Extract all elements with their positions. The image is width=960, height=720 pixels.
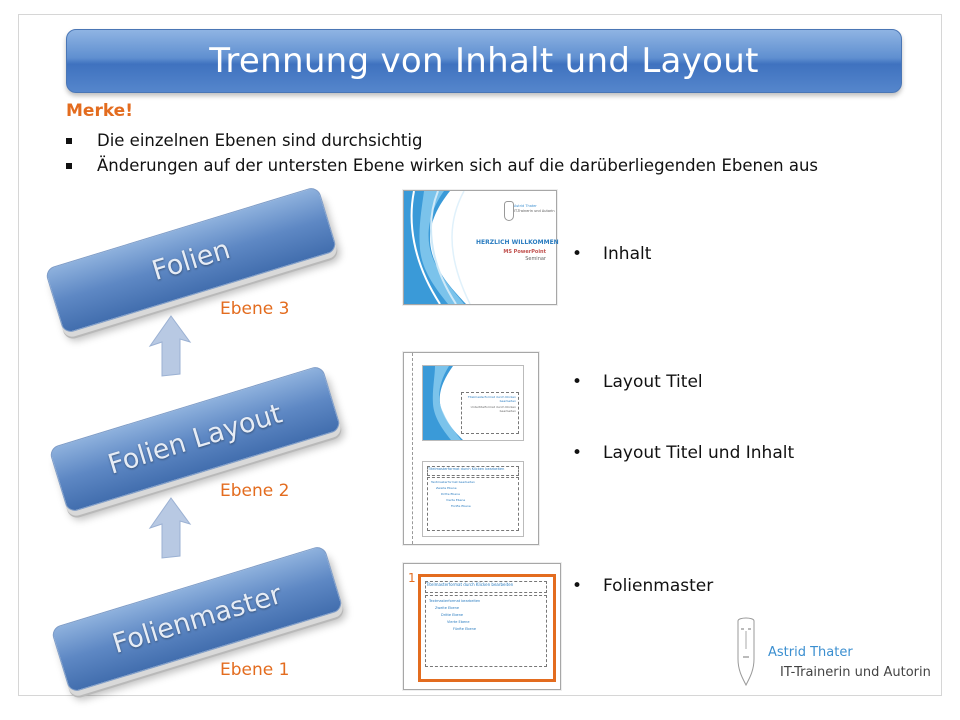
slide-title-bar [66, 29, 902, 93]
layout-title-thumbnail [422, 365, 524, 441]
bullet-dot-icon: • [572, 443, 583, 463]
note-text: Änderungen auf der untersten Ebene wirken sich auf die darüberliegenden Ebenen aus [97, 156, 819, 175]
bullet-label: Layout Titel [603, 372, 703, 392]
level-text: Textmasterformat bearbeiten [429, 599, 481, 603]
mask-logo-icon [733, 615, 759, 687]
ebene-label: Ebene 3 [220, 299, 290, 319]
logo-name: Astrid Thater [514, 204, 537, 208]
level-text: Vierte Ebene [447, 620, 470, 624]
title-placeholder: Titelmasterformat durch Klicken bearbeiten [425, 581, 547, 593]
author-role: IT-Trainerin und Autorin [780, 665, 931, 680]
layer-label: Folien [148, 233, 234, 287]
bullet-label: Folienmaster [603, 576, 714, 596]
master-slide-thumbnail [403, 563, 561, 690]
ebene-label: Ebene 1 [220, 660, 290, 680]
content-slide-thumbnail [403, 190, 557, 305]
content-placeholder [427, 477, 519, 531]
level-text: Dritte Ebene [441, 492, 460, 496]
level-text: Vierte Ebene [446, 498, 466, 502]
slide-title: Trennung von Inhalt und Layout [209, 41, 759, 81]
thumb-title: HERZLICH WILLKOMMEN [476, 239, 559, 246]
logo-icon [504, 201, 514, 221]
level-text: Dritte Ebene [441, 613, 464, 617]
square-bullet-icon [66, 163, 72, 169]
merke-label: Merke! [66, 101, 133, 121]
level-text: Textmasterformat bearbeiten [431, 480, 475, 484]
placeholder-sub: Untertitelformat durch Klicken bearbeiten [470, 405, 516, 413]
layer-label: Folienmaster [108, 578, 286, 660]
bullet-dot-icon: • [572, 244, 583, 264]
placeholder-text: Titelmasterformat durch Klicken bearbeiten [467, 395, 516, 403]
note-text: Die einzelnen Ebenen sind durchsichtig [97, 131, 423, 150]
layout-content-thumbnail [422, 461, 524, 537]
square-bullet-icon [66, 138, 72, 144]
bullet-label: Inhalt [603, 244, 652, 264]
level-text: Fünfte Ebene [453, 627, 477, 631]
author-name: Astrid Thater [768, 645, 853, 660]
thumb-subtitle: MS PowerPoint [503, 249, 546, 255]
title-placeholder [461, 392, 519, 434]
up-arrow-icon [146, 312, 196, 378]
layer-label: Folien Layout [104, 397, 286, 481]
ebene-label: Ebene 2 [220, 481, 290, 501]
connector-line [412, 353, 414, 544]
selected-master-frame[interactable] [418, 574, 556, 682]
bullet-dot-icon: • [572, 372, 583, 392]
bullet-label: Layout Titel und Inhalt [603, 443, 795, 463]
level-text: Fünfte Ebene [451, 504, 471, 508]
logo-role: IT-Trainerin und Autorin [514, 209, 555, 213]
level-text: Zweite Ebene [435, 606, 459, 610]
level-text: Zweite Ebene [436, 486, 457, 490]
slide-number: 1 [408, 571, 416, 585]
content-placeholder [425, 595, 547, 667]
thumb-subtitle2: Seminar [525, 256, 546, 262]
title-placeholder: Titelmasterformat durch Klicken bearbeiten [427, 466, 519, 476]
bullet-dot-icon: • [572, 576, 583, 596]
layouts-panel-thumbnail [403, 352, 539, 545]
up-arrow-icon [146, 494, 196, 560]
